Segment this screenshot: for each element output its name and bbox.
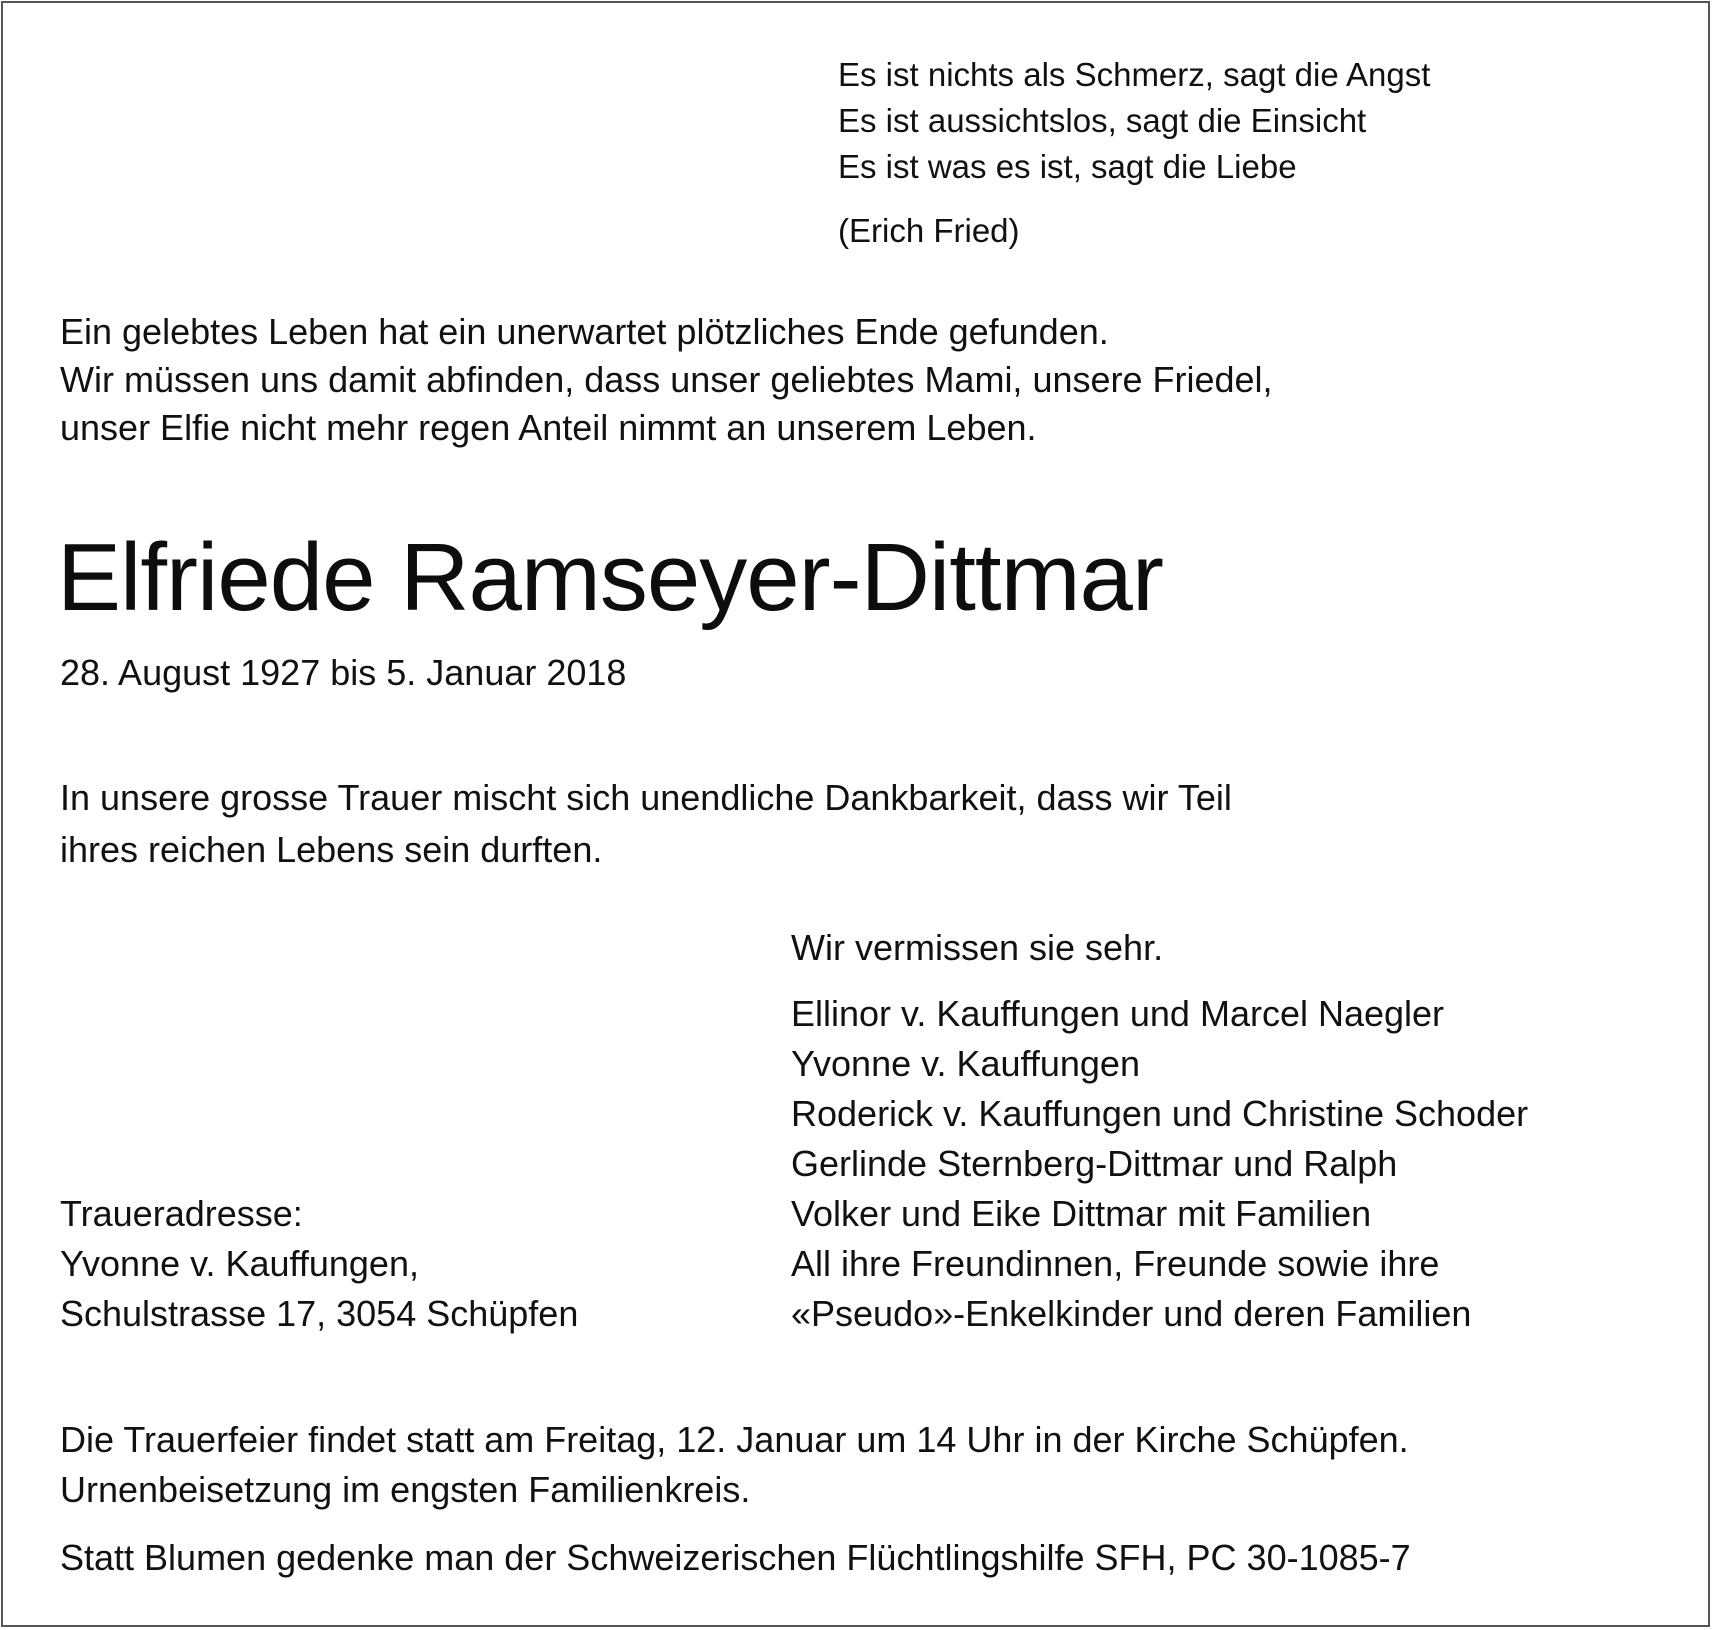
life-dates: 28. August 1927 bis 5. Januar 2018 (60, 652, 627, 693)
mourner-line: Ellinor v. Kauffungen und Marcel Naegler (791, 993, 1445, 1034)
intro-line: Wir müssen uns damit abfinden, dass unser geliebtes Mami, unsere Friedel, (60, 359, 1273, 400)
mourner-line: Roderick v. Kauffungen und Christine Schoder (791, 1093, 1529, 1134)
address-line: Schulstrasse 17, 3054 Schüpfen (60, 1293, 579, 1334)
intro-line: Ein gelebtes Leben hat ein unerwartet plötzliches Ende gefunden. (60, 311, 1109, 352)
mourner-line: Yvonne v. Kauffungen (791, 1043, 1140, 1084)
mourner-line: Volker und Eike Dittmar mit Familien (791, 1193, 1372, 1234)
gratitude-line: ihres reichen Lebens sein durften. (60, 829, 603, 870)
address-line: Yvonne v. Kauffungen, (60, 1243, 419, 1284)
mourners-heading: Wir vermissen sie sehr. (791, 927, 1164, 968)
poem-line: Es ist was es ist, sagt die Liebe (838, 148, 1297, 185)
poem-attribution: (Erich Fried) (838, 212, 1020, 249)
mourner-line: Gerlinde Sternberg-Dittmar und Ralph (791, 1143, 1398, 1184)
mourner-line: All ihre Freundinnen, Freunde sowie ihre (791, 1243, 1440, 1284)
mourner-line: «Pseudo»-Enkelkinder und deren Familien (791, 1293, 1472, 1334)
deceased-name: Elfriede Ramseyer-Dittmar (57, 524, 1163, 631)
ceremony-line: Urnenbeisetzung im engsten Familienkreis. (60, 1469, 751, 1510)
gratitude-line: In unsere grosse Trauer mischt sich unendliche Dankbarkeit, dass wir Teil (60, 777, 1232, 818)
donation-note: Statt Blumen gedenke man der Schweizerischen Flüchtlingshilfe SFH, PC 30-1085-7 (60, 1537, 1411, 1578)
intro-line: unser Elfie nicht mehr regen Anteil nimmt an unserem Leben. (60, 407, 1037, 448)
address-label: Traueradresse: (60, 1193, 303, 1234)
poem-line: Es ist aussichtslos, sagt die Einsicht (838, 102, 1367, 139)
ceremony-line: Die Trauerfeier findet statt am Freitag, 12. Januar um 14 Uhr in der Kirche Schüpfen. (60, 1419, 1409, 1460)
poem-line: Es ist nichts als Schmerz, sagt die Angst (838, 56, 1431, 93)
